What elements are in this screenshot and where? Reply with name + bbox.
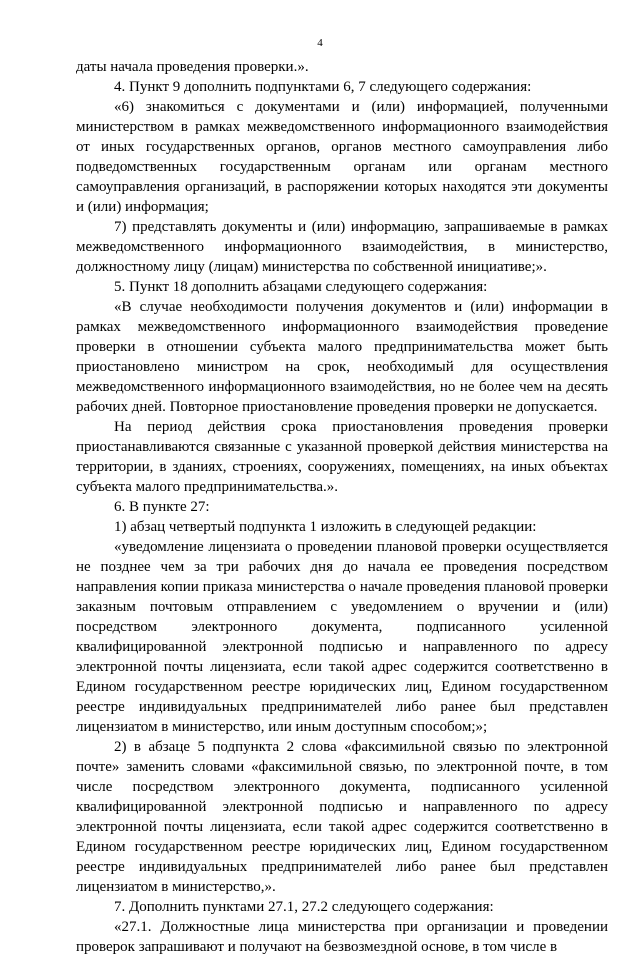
paragraph-subitem-1: 1) абзац четвертый подпункта 1 изложить в следующей редакции: [114, 519, 537, 535]
document-body [76, 57, 608, 957]
paragraph-suspension: «В случае необходимости получения документов и (или) информации в рамках межведомственного информационного взаимодействия проведение проверки в отношении субъекта малого предпринимательства может быть приостановлено министром на срок, необходимый для осуществления межведомственного информационного взаимодействия, но не более чем на десять рабочих дней. Повторное приостановление проведения проверки не допускается. [76, 299, 608, 415]
paragraph-item-6: 6. В пункте 27: [114, 499, 210, 515]
paragraph-item-5: 5. Пункт 18 дополнить абзацами следующего содержания: [114, 279, 488, 295]
paragraph-subitem-2: 2) в абзаце 5 подпункта 2 слова «факсимильной связью по электронной почте» заменить словами «факсимильной связью, по электронной почте, в том числе посредством электронного документа, подписанного усиленной квалифицированной электронной подписью и направленного по адресу электронной почты лицензиата, если такой адрес содержится соответственно в Едином государственном реестре юридических лиц, Едином государственном реестре индивидуальных предпринимателей либо ранее был представлен лицензиатом в министерство,». [76, 739, 608, 895]
page-number: 4 [317, 37, 323, 49]
paragraph-item-27-1: «27.1. Должностные лица министерства при организации и проведении проверок запрашивают и получают на безвозмездной основе, в том числе в [76, 919, 608, 955]
paragraph-suspension-period: На период действия срока приостановления проведения проверки приостанавливаются связанные с указанной проверкой действия министерства на территории, в зданиях, строениях, сооружениях, помещениях, на иных объектах субъекта малого предпринимательства.». [76, 419, 608, 495]
paragraph-subitem-6: «6) знакомиться с документами и (или) информацией, полученными министерством в рамках межведомственного информационного взаимодействия от иных государственных органов, органов местного самоуправления либо подведомственных государственным органам или органам местного самоуправления организаций, в распоряжении которых находятся эти документы и (или) информация; [76, 99, 608, 215]
paragraph-item-4: 4. Пункт 9 дополнить подпунктами 6, 7 следующего содержания: [114, 79, 532, 95]
paragraph-item-7: 7. Дополнить пунктами 27.1, 27.2 следующего содержания: [114, 899, 494, 915]
paragraph-subitem-7: 7) представлять документы и (или) информацию, запрашиваемые в рамках межведомственного информационного взаимодействия, в министерство, должностному лицу (лицам) министерства по собственной инициативе;». [76, 219, 608, 275]
paragraph-continuation: даты начала проведения проверки.». [76, 59, 309, 75]
paragraph-notification: «уведомление лицензиата о проведении плановой проверки осуществляется не позднее чем за три рабочих дня до начала ее проведения посредством направления копии приказа министерства о начале проведения плановой проверки заказным почтовым отправлением с уведомлением о вручении и (или) посредством электронного документа, подписанного усиленной квалифицированной электронной подписью и направленного по адресу электронной почты лицензиата, если такой адрес содержится соответственно в Едином государственном реестре юридических лиц, Едином государственном реестре индивидуальных предпринимателей либо ранее был представлен лицензиатом в министерство, или иным доступным способом;»; [76, 539, 608, 735]
